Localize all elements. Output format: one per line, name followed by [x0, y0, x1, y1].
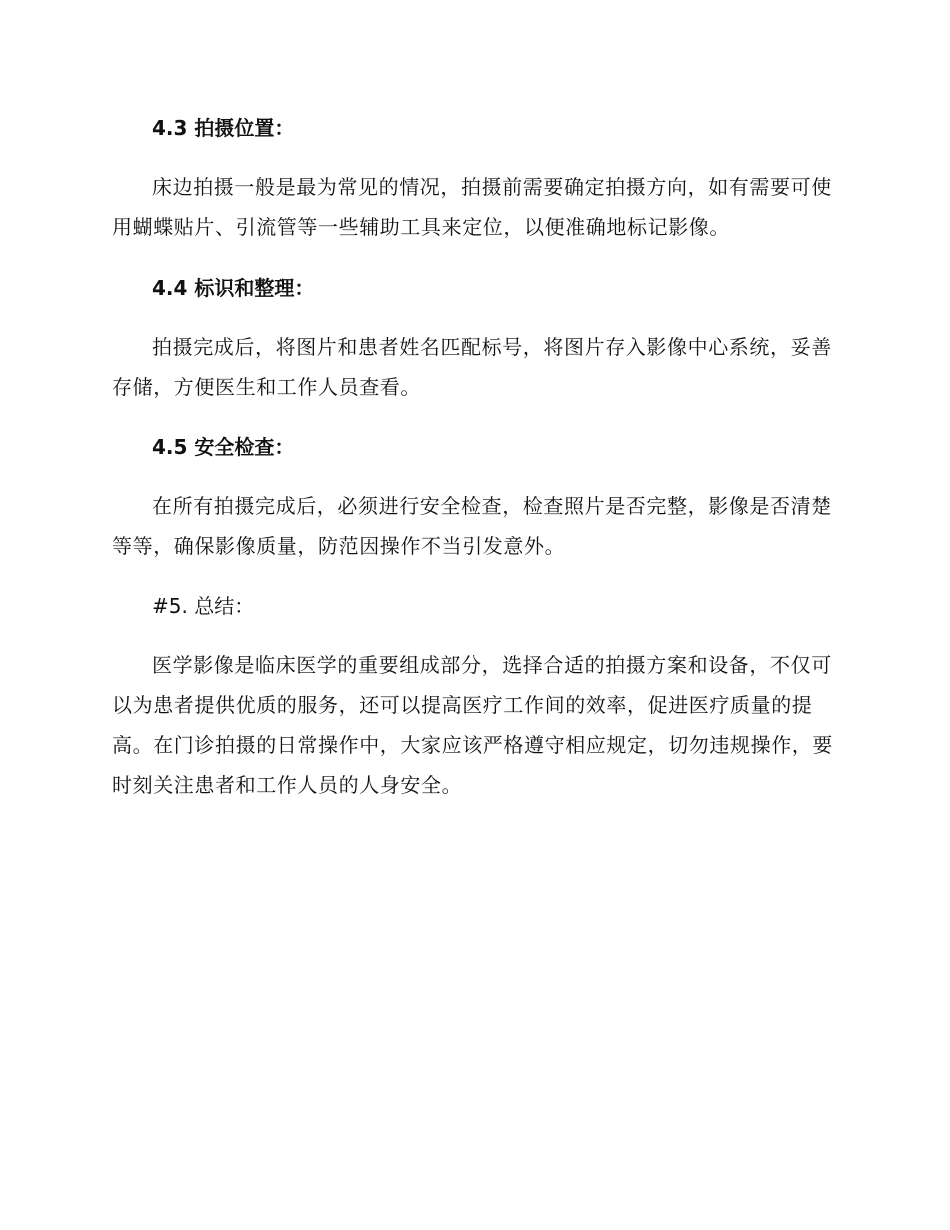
section-heading-4-3: 4.3 拍摄位置：: [152, 116, 295, 140]
section-heading-4-5: 4.5 安全检查：: [152, 435, 295, 459]
section-paragraph-4-5: 在所有拍摄完成后，必须进行安全检查，检查照片是否完整，影像是否清楚等等，确保影像质量，防范因操作不当引发意外。: [112, 494, 832, 558]
section-paragraph-4-4: 拍摄完成后，将图片和患者姓名匹配标号，将图片存入影像中心系统，妥善存储，方便医生和工作人员查看。: [112, 335, 832, 399]
section-paragraph-4-3: 床边拍摄一般是最为常见的情况，拍摄前需要确定拍摄方向，如有需要可使用蝴蝶贴片、引流管等一些辅助工具来定位，以便准确地标记影像。: [112, 175, 832, 239]
summary-heading: #5. 总结：: [152, 594, 255, 618]
summary-paragraph: 医学影像是临床医学的重要组成部分，选择合适的拍摄方案和设备，不仅可以为患者提供优质的服务，还可以提高医疗工作间的效率，促进医疗质量的提高。在门诊拍摄的日常操作中，大家应该严格遵守相应规定，切勿违规操作，要时刻关注患者和工作人员的人身安全。: [112, 653, 833, 797]
section-heading-4-4: 4.4 标识和整理：: [152, 276, 315, 300]
